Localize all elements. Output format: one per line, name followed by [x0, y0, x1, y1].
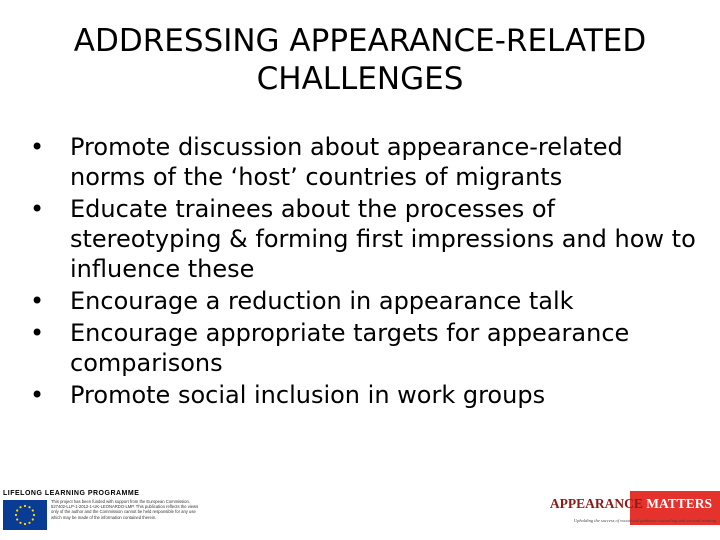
slide-title-line-1: ADDRESSING APPEARANCE-RELATED — [73, 23, 647, 59]
appearance-matters-logo — [535, 491, 720, 533]
bullet-marker: • — [30, 287, 45, 315]
llp-logo-block — [0, 490, 205, 538]
bullet-item — [28, 194, 698, 284]
bullet-item — [28, 132, 698, 192]
bullet-marker: • — [30, 381, 45, 409]
eu-stars-icon — [3, 500, 47, 530]
bullet-text: Encourage a reduction in appearance talk — [70, 287, 574, 315]
slide-footer — [0, 490, 720, 540]
bullet-item — [28, 318, 698, 378]
logo-wordmark — [550, 496, 712, 512]
bullet-list — [28, 132, 698, 412]
llp-disclaimer: This project has been funded with support from the European Commission. 527402-LLP-1-2012-1-UK-LEONARDO-LMP. This publication reflects the views only of the author and the Commission cannot be held responsible for any use which may be made of the information contained therein. — [51, 499, 199, 520]
logo-tagline: Upholding the success of vocational guidance counseling and societal training — [573, 518, 716, 523]
bullet-text: Promote discussion about appearance-related norms of the ‘host’ countries of migrants — [70, 133, 623, 191]
bullet-text: Promote social inclusion in work groups — [70, 381, 546, 409]
bullet-marker: • — [30, 319, 45, 347]
bullet-text: Educate trainees about the processes of stereotyping & forming first impressions and how to influence these — [70, 195, 696, 283]
logo-word-matters: MATTERS — [646, 496, 712, 511]
llp-heading: LIFELONG LEARNING PROGRAMME — [3, 490, 140, 497]
slide-title-line-2: CHALLENGES — [256, 61, 464, 97]
bullet-item — [28, 286, 698, 316]
logo-word-appearance: APPEARANCE — [549, 496, 647, 511]
slide-title — [36, 22, 684, 98]
bullet-text: Encourage appropriate targets for appearance comparisons — [70, 319, 630, 377]
eu-flag-icon — [3, 500, 47, 530]
bullet-marker: • — [30, 195, 45, 223]
bullet-marker: • — [30, 133, 45, 161]
bullet-item — [28, 380, 698, 410]
